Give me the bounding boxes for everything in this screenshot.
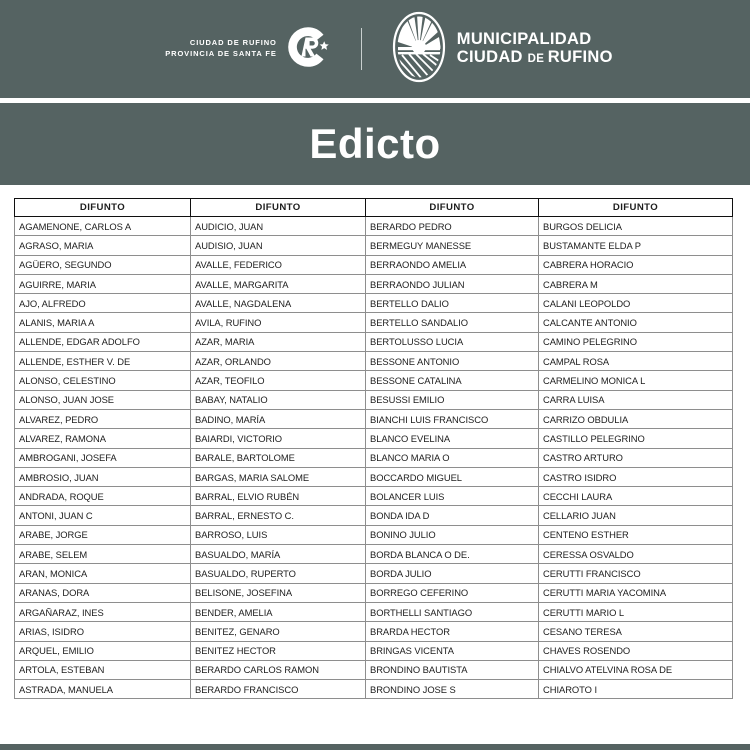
difunto-name-cell: ALVAREZ, RAMONA bbox=[15, 429, 191, 448]
edicto-title-band bbox=[0, 103, 750, 185]
difunto-name-cell: AGÜERO, SEGUNDO bbox=[15, 255, 191, 274]
difunto-name-cell: BESSONE ANTONIO bbox=[366, 352, 539, 371]
difunto-name-cell: BARRAL, ERNESTO C. bbox=[191, 506, 366, 525]
difunto-name-cell: BASUALDO, MARÍA bbox=[191, 545, 366, 564]
difunto-name-cell: AZAR, MARIA bbox=[191, 332, 366, 351]
difunto-name-cell: AVALLE, FEDERICO bbox=[191, 255, 366, 274]
difunto-name-cell: CHIAROTO I bbox=[539, 680, 733, 699]
table-row bbox=[15, 660, 733, 679]
municipalidad-line1: MUNICIPALIDAD bbox=[456, 30, 592, 49]
difunto-name-cell: CERUTTI MARIA YACOMINA bbox=[539, 583, 733, 602]
difunto-name-cell: BENITEZ, GENARO bbox=[191, 622, 366, 641]
difunto-name-cell: BERARDO PEDRO bbox=[366, 217, 539, 236]
difunto-name-cell: CELLARIO JUAN bbox=[539, 506, 733, 525]
difunto-name-cell: BELISONE, JOSEFINA bbox=[191, 583, 366, 602]
difunto-name-cell: CARRIZO OBDULIA bbox=[539, 409, 733, 428]
difunto-name-cell: BORDA JULIO bbox=[366, 564, 539, 583]
difunto-name-cell: CERUTTI FRANCISCO bbox=[539, 564, 733, 583]
brand-lockup-group bbox=[165, 11, 613, 88]
difunto-name-cell: ALONSO, CELESTINO bbox=[15, 371, 191, 390]
difunto-name-cell: CASTILLO PELEGRINO bbox=[539, 429, 733, 448]
table-row bbox=[15, 545, 733, 564]
difunto-name-cell: ARABE, SELEM bbox=[15, 545, 191, 564]
difunto-name-cell: ARAN, MONICA bbox=[15, 564, 191, 583]
difunto-name-cell: AVALLE, NAGDALENA bbox=[191, 294, 366, 313]
difunto-name-cell: BOLANCER LUIS bbox=[366, 487, 539, 506]
difunto-name-cell: BERTELLO SANDALIO bbox=[366, 313, 539, 332]
table-row bbox=[15, 564, 733, 583]
table-row bbox=[15, 487, 733, 506]
difunto-name-cell: BADINO, MARÍA bbox=[191, 409, 366, 428]
difunto-name-cell: CHAVES ROSENDO bbox=[539, 641, 733, 660]
difunto-name-cell: BARRAL, ELVIO RUBÉN bbox=[191, 487, 366, 506]
table-row bbox=[15, 217, 733, 236]
difunto-name-cell: BERARDO FRANCISCO bbox=[191, 680, 366, 699]
table-row bbox=[15, 371, 733, 390]
difunto-name-cell: BRINGAS VICENTA bbox=[366, 641, 539, 660]
municipalidad-rufino-word: RUFINO bbox=[547, 48, 613, 66]
difunto-name-cell: BESUSSI EMILIO bbox=[366, 390, 539, 409]
table-row bbox=[15, 294, 733, 313]
difunto-name-cell: BABAY, NATALIO bbox=[191, 390, 366, 409]
difunto-name-cell: BERMEGUY MANESSE bbox=[366, 236, 539, 255]
difunto-name-cell: BORTHELLI SANTIAGO bbox=[366, 602, 539, 621]
difunto-name-cell: ARTOLA, ESTEBAN bbox=[15, 660, 191, 679]
difunto-name-cell: BERTOLUSSO LUCIA bbox=[366, 332, 539, 351]
table-row bbox=[15, 332, 733, 351]
difunto-name-cell: CERESSA OSVALDO bbox=[539, 545, 733, 564]
difunto-name-cell: ASTRADA, MANUELA bbox=[15, 680, 191, 699]
difunto-name-cell: BARGAS, MARIA SALOME bbox=[191, 467, 366, 486]
table-row bbox=[15, 274, 733, 293]
difunto-name-cell: BORREGO CEFERINO bbox=[366, 583, 539, 602]
difunto-name-cell: BRARDA HECTOR bbox=[366, 622, 539, 641]
difunto-name-cell: ARGAÑARAZ, INES bbox=[15, 602, 191, 621]
table-row bbox=[15, 448, 733, 467]
difunto-name-cell: CABRERA M bbox=[539, 274, 733, 293]
table-row bbox=[15, 602, 733, 621]
difunto-name-cell: CASTRO ARTURO bbox=[539, 448, 733, 467]
difunto-name-cell: AUDICIO, JUAN bbox=[191, 217, 366, 236]
table-body bbox=[15, 217, 733, 699]
ciudad-de-rufino-text bbox=[165, 38, 277, 60]
table-row bbox=[15, 583, 733, 602]
table-row bbox=[15, 525, 733, 544]
difunto-name-cell: ARQUEL, EMILIO bbox=[15, 641, 191, 660]
difunto-name-cell: CENTENO ESTHER bbox=[539, 525, 733, 544]
ciudad-de-rufino-line2: PROVINCIA DE SANTA FE bbox=[165, 49, 277, 58]
difunto-name-cell: BURGOS DELICIA bbox=[539, 217, 733, 236]
municipalidad-lockup bbox=[392, 11, 613, 88]
table-row bbox=[15, 641, 733, 660]
difunto-name-cell: CHIALVO ATELVINA ROSA DE bbox=[539, 660, 733, 679]
municipalidad-ciudad-word: CIUDAD bbox=[456, 48, 528, 66]
difunto-name-cell: ARIAS, ISIDRO bbox=[15, 622, 191, 641]
table-row bbox=[15, 352, 733, 371]
difunto-name-cell: BERRAONDO JULIAN bbox=[366, 274, 539, 293]
table-row bbox=[15, 409, 733, 428]
difunto-name-cell: BORDA BLANCA O DE. bbox=[366, 545, 539, 564]
difunto-name-cell: AVILA, RUFINO bbox=[191, 313, 366, 332]
difuntos-sheet bbox=[0, 185, 750, 699]
difunto-name-cell: CAMPAL ROSA bbox=[539, 352, 733, 371]
difunto-name-cell: AMBROGANI, JOSEFA bbox=[15, 448, 191, 467]
brand-header-band bbox=[0, 0, 750, 98]
column-header-difunto-2: DIFUNTO bbox=[191, 199, 366, 217]
difunto-name-cell: CASTRO ISIDRO bbox=[539, 467, 733, 486]
difunto-name-cell: ALLENDE, EDGAR ADOLFO bbox=[15, 332, 191, 351]
table-row bbox=[15, 255, 733, 274]
difunto-name-cell: BENITEZ HECTOR bbox=[191, 641, 366, 660]
difunto-name-cell: ARANAS, DORA bbox=[15, 583, 191, 602]
ciudad-de-rufino-lockup bbox=[165, 24, 331, 75]
difunto-name-cell: BESSONE CATALINA bbox=[366, 371, 539, 390]
municipalidad-text bbox=[457, 31, 613, 67]
table-row bbox=[15, 622, 733, 641]
difunto-name-cell: BUSTAMANTE ELDA P bbox=[539, 236, 733, 255]
difunto-name-cell: BARROSO, LUIS bbox=[191, 525, 366, 544]
difunto-name-cell: AMBROSIO, JUAN bbox=[15, 467, 191, 486]
difunto-name-cell: BONDA IDA D bbox=[366, 506, 539, 525]
difunto-name-cell: ANDRADA, ROQUE bbox=[15, 487, 191, 506]
difunto-name-cell: ALANIS, MARIA A bbox=[15, 313, 191, 332]
column-header-difunto-1: DIFUNTO bbox=[15, 199, 191, 217]
difunto-name-cell: CECCHI LAURA bbox=[539, 487, 733, 506]
difunto-name-cell: CALANI LEOPOLDO bbox=[539, 294, 733, 313]
difunto-name-cell: CARMELINO MONICA L bbox=[539, 371, 733, 390]
difunto-name-cell: AUDISIO, JUAN bbox=[191, 236, 366, 255]
difuntos-table bbox=[14, 198, 733, 699]
table-header-row bbox=[15, 199, 733, 217]
difunto-name-cell: BENDER, AMELIA bbox=[191, 602, 366, 621]
bottom-accent-strip bbox=[0, 744, 750, 750]
difunto-name-cell: CALCANTE ANTONIO bbox=[539, 313, 733, 332]
difunto-name-cell: AZAR, ORLANDO bbox=[191, 352, 366, 371]
difunto-name-cell: AGAMENONE, CARLOS A bbox=[15, 217, 191, 236]
difunto-name-cell: BERRAONDO AMELIA bbox=[366, 255, 539, 274]
difunto-name-cell: BARALE, BARTOLOME bbox=[191, 448, 366, 467]
difunto-name-cell: BRONDINO BAUTISTA bbox=[366, 660, 539, 679]
table-row bbox=[15, 236, 733, 255]
column-header-difunto-3: DIFUNTO bbox=[366, 199, 539, 217]
table-row bbox=[15, 680, 733, 699]
difunto-name-cell: BLANCO MARIA O bbox=[366, 448, 539, 467]
table-row bbox=[15, 313, 733, 332]
table-row bbox=[15, 506, 733, 525]
difunto-name-cell: ALLENDE, ESTHER V. DE bbox=[15, 352, 191, 371]
difunto-name-cell: CESANO TERESA bbox=[539, 622, 733, 641]
table-row bbox=[15, 390, 733, 409]
difunto-name-cell: AVALLE, MARGARITA bbox=[191, 274, 366, 293]
difunto-name-cell: BLANCO EVELINA bbox=[366, 429, 539, 448]
table-row bbox=[15, 429, 733, 448]
municipal-crest-icon bbox=[392, 11, 446, 88]
difunto-name-cell: ALVAREZ, PEDRO bbox=[15, 409, 191, 428]
difunto-name-cell: CERUTTI MARIO L bbox=[539, 602, 733, 621]
difunto-name-cell: BAIARDI, VICTORIO bbox=[191, 429, 366, 448]
difunto-name-cell: BOCCARDO MIGUEL bbox=[366, 467, 539, 486]
difunto-name-cell: BONINO JULIO bbox=[366, 525, 539, 544]
page-title: Edicto bbox=[309, 120, 441, 167]
difunto-name-cell: CAMINO PELEGRINO bbox=[539, 332, 733, 351]
difunto-name-cell: BERARDO CARLOS RAMON bbox=[191, 660, 366, 679]
municipalidad-line2 bbox=[457, 49, 613, 67]
municipalidad-de-word: DE bbox=[527, 53, 548, 65]
difunto-name-cell: ALONSO, JUAN JOSE bbox=[15, 390, 191, 409]
table-header bbox=[15, 199, 733, 217]
cr-monogram-icon bbox=[285, 24, 331, 75]
difunto-name-cell: BIANCHI LUIS FRANCISCO bbox=[366, 409, 539, 428]
difunto-name-cell: AZAR, TEOFILO bbox=[191, 371, 366, 390]
difunto-name-cell: ANTONI, JUAN C bbox=[15, 506, 191, 525]
difunto-name-cell: BASUALDO, RUPERTO bbox=[191, 564, 366, 583]
difunto-name-cell: CABRERA HORACIO bbox=[539, 255, 733, 274]
column-header-difunto-4: DIFUNTO bbox=[539, 199, 733, 217]
difunto-name-cell: AJO, ALFREDO bbox=[15, 294, 191, 313]
difunto-name-cell: AGRASO, MARIA bbox=[15, 236, 191, 255]
ciudad-de-rufino-line1: CIUDAD DE RUFINO bbox=[189, 38, 277, 48]
difunto-name-cell: ARABE, JORGE bbox=[15, 525, 191, 544]
difunto-name-cell: BERTELLO DALIO bbox=[366, 294, 539, 313]
table-row bbox=[15, 467, 733, 486]
difunto-name-cell: BRONDINO JOSE S bbox=[366, 680, 539, 699]
difunto-name-cell: AGUIRRE, MARIA bbox=[15, 274, 191, 293]
difunto-name-cell: CARRA LUISA bbox=[539, 390, 733, 409]
vertical-divider-icon bbox=[361, 28, 362, 70]
